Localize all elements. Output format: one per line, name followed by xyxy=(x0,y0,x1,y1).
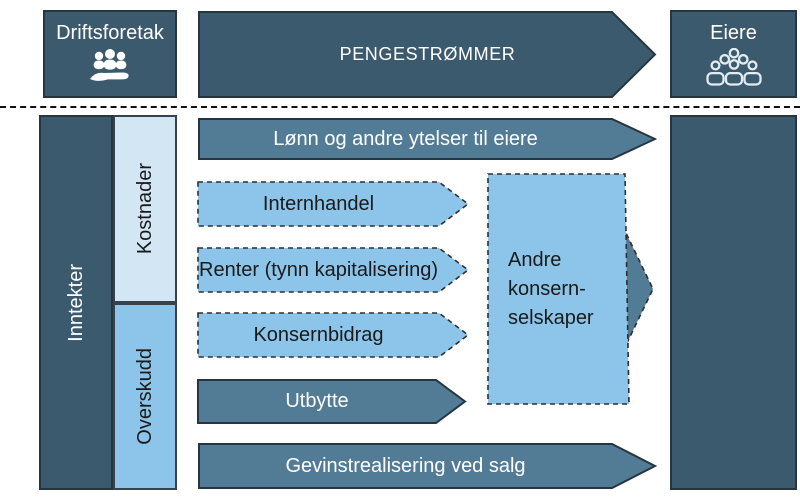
flow-arrow-salary-label: Lønn og andre ytelser til eiere xyxy=(273,127,538,150)
operating-company-label: Driftsforetak xyxy=(56,22,164,44)
flow-arrow-interest xyxy=(197,247,470,293)
profit-label: Overskudd xyxy=(133,348,156,445)
money-flows-title: PENGESTRØMMER xyxy=(339,44,516,64)
costs-label: Kostnader xyxy=(133,163,156,255)
flow-arrow-gain-on-sale-label: Gevinstrealisering ved salg xyxy=(285,454,526,477)
owners-label: Eiere xyxy=(710,22,757,44)
other-group-companies-box xyxy=(487,173,657,405)
flow-arrow-interest-label: Renter (tynn kapitalisering) xyxy=(199,258,438,281)
section-divider xyxy=(0,106,800,108)
flow-arrow-gain-on-sale xyxy=(198,443,657,489)
flow-arrow-internal-trade xyxy=(197,181,470,227)
operating-company-box xyxy=(43,10,177,98)
flow-arrow-group-contribution xyxy=(197,312,470,358)
money-flows-main-arrow xyxy=(198,11,657,98)
hand-holding-people-icon xyxy=(85,48,135,86)
owners-box xyxy=(670,10,797,98)
other-group-companies-label: Andre konsern- selskaper xyxy=(508,248,594,329)
owners-column xyxy=(670,115,797,490)
profit-column xyxy=(113,303,177,490)
flow-arrow-dividend xyxy=(197,379,467,424)
income-column xyxy=(39,115,113,490)
income-label: Inntekter xyxy=(64,263,87,342)
flow-arrow-dividend-label: Utbytte xyxy=(285,390,349,412)
flow-arrow-salary xyxy=(198,118,657,160)
flow-arrow-internal-trade-label: Internhandel xyxy=(262,192,375,215)
flow-arrow-group-contribution-label: Konsernbidrag xyxy=(253,323,384,346)
costs-column xyxy=(113,115,177,303)
crowd-icon xyxy=(705,48,763,86)
